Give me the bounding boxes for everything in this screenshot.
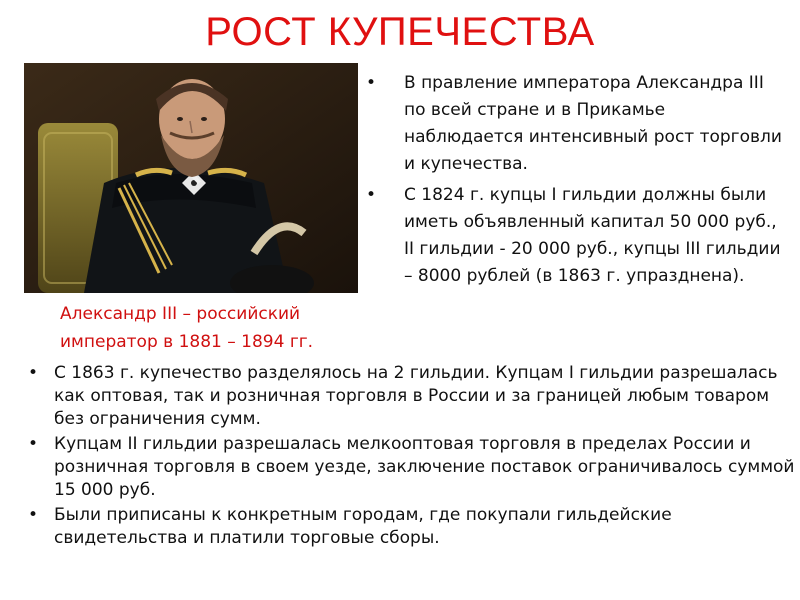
bottom-bullet-item bbox=[26, 433, 796, 502]
bullet-point: • bbox=[28, 505, 39, 525]
bullet-text: В правление императора Александра III по всей стране и в Прикамье наблюдается интенсивный рост торговли и купечества. bbox=[404, 73, 782, 174]
portrait-caption-line-1: Александр III – российский bbox=[60, 304, 301, 324]
portrait-caption bbox=[60, 300, 370, 356]
bullet-point: • bbox=[366, 185, 377, 205]
right-bullet-list bbox=[366, 70, 786, 294]
bullet-text: Купцам II гильдии разрешалась мелкооптовая торговля в пределах России и розничная торговля в своем уезде, заключение поставок ограничивалось суммой 15 000 руб. bbox=[54, 434, 795, 500]
slide-title: РОСТ КУПЕЧЕСТВА bbox=[205, 10, 595, 54]
bottom-bullet-list bbox=[26, 362, 796, 552]
bullet-point: • bbox=[366, 73, 377, 93]
bullet-text: С 1863 г. купечество разделялось на 2 гильдии. Купцам I гильдии разрешалась как оптовая, так и розничная торговля в России и за границей любым товаром без ограничения сумм. bbox=[54, 363, 778, 429]
right-bullet-item bbox=[366, 182, 786, 290]
bullet-text: С 1824 г. купцы I гильдии должны были иметь объявленный капитал 50 000 руб., II гильдии - 20 000 руб., купцы III гильдии – 8000 рублей (в 1863 г. упразднена). bbox=[404, 185, 781, 286]
bottom-bullet-item bbox=[26, 362, 796, 431]
bullet-text: Были приписаны к конкретным городам, где покупали гильдейские свидетельства и платили торговые сборы. bbox=[54, 505, 672, 548]
bullet-point: • bbox=[28, 434, 39, 454]
bottom-bullet-item bbox=[26, 504, 796, 550]
bullet-point: • bbox=[28, 363, 39, 383]
portrait-image bbox=[24, 63, 358, 293]
portrait-caption-line-2: император в 1881 – 1894 гг. bbox=[60, 332, 314, 352]
right-bullet-item bbox=[366, 70, 786, 178]
